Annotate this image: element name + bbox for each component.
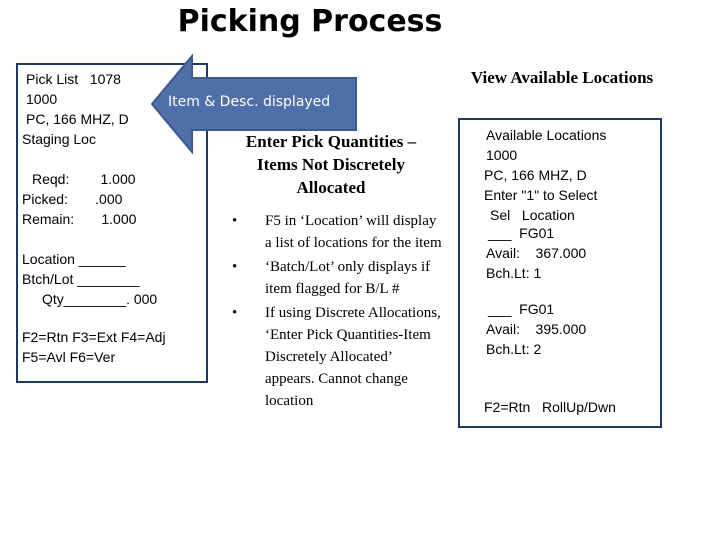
- callout-label: Item & Desc. displayed: [168, 94, 331, 110]
- available-locations-heading: View Available Locations: [470, 68, 654, 87]
- instruction-list: [232, 210, 442, 414]
- location-row-2[interactable]: ___ FG01: [488, 301, 555, 317]
- picked-qty: Picked: .000: [22, 191, 123, 207]
- select-instruction: Enter "1" to Select: [484, 187, 598, 203]
- list-item: [232, 210, 442, 254]
- function-keys: F2=Rtn RollUp/Dwn: [484, 399, 616, 415]
- item-description: PC, 166 MHZ, D: [26, 111, 129, 127]
- staging-location: Staging Loc: [22, 131, 96, 147]
- location-1-available: Avail: 367.000: [486, 245, 587, 261]
- list-item: [232, 302, 442, 412]
- screen-title: Available Locations: [486, 127, 607, 143]
- bullet-text: If using Discrete Allocations, ‘Enter Pick Quantities-Item Discretely Allocated’ appears. Cannot change location: [265, 305, 441, 409]
- item-number: 1000: [26, 91, 58, 107]
- column-headers: Sel Location: [490, 207, 575, 223]
- location-field[interactable]: Location ______: [22, 251, 126, 267]
- batch-lot-field[interactable]: Btch/Lot ________: [22, 271, 140, 287]
- remaining-qty: Remain: 1.000: [22, 211, 137, 227]
- required-qty: Reqd: 1.000: [32, 171, 136, 187]
- pick-list-number: Pick List 1078: [26, 71, 121, 87]
- bullet-icon: •: [232, 259, 238, 275]
- function-keys-row-1: F2=Rtn F3=Ext F4=Adj: [22, 329, 166, 345]
- item-number: 1000: [486, 147, 518, 163]
- slide-title: Picking Process: [177, 4, 443, 39]
- available-locations-screen: [458, 118, 662, 428]
- function-keys-row-2: F5=Avl F6=Ver: [22, 349, 116, 365]
- pick-quantities-heading: Enter Pick Quantities – Items Not Discretely Allocated: [245, 132, 417, 197]
- bullet-icon: •: [232, 213, 238, 229]
- bullet-text: F5 in ‘Location’ will display a list of locations for the item: [265, 213, 442, 251]
- location-2-batch-lot: Bch.Lt: 2: [486, 341, 542, 357]
- item-description: PC, 166 MHZ, D: [484, 167, 587, 183]
- bullet-text: ‘Batch/Lot’ only displays if item flagged for B/L #: [265, 259, 431, 297]
- bullet-icon: •: [232, 305, 238, 321]
- list-item: [232, 256, 442, 300]
- location-row-1[interactable]: ___ FG01: [488, 225, 555, 241]
- quantity-field[interactable]: Qty________. 000: [42, 291, 158, 307]
- location-1-batch-lot: Bch.Lt: 1: [486, 265, 542, 281]
- location-2-available: Avail: 395.000: [486, 321, 587, 337]
